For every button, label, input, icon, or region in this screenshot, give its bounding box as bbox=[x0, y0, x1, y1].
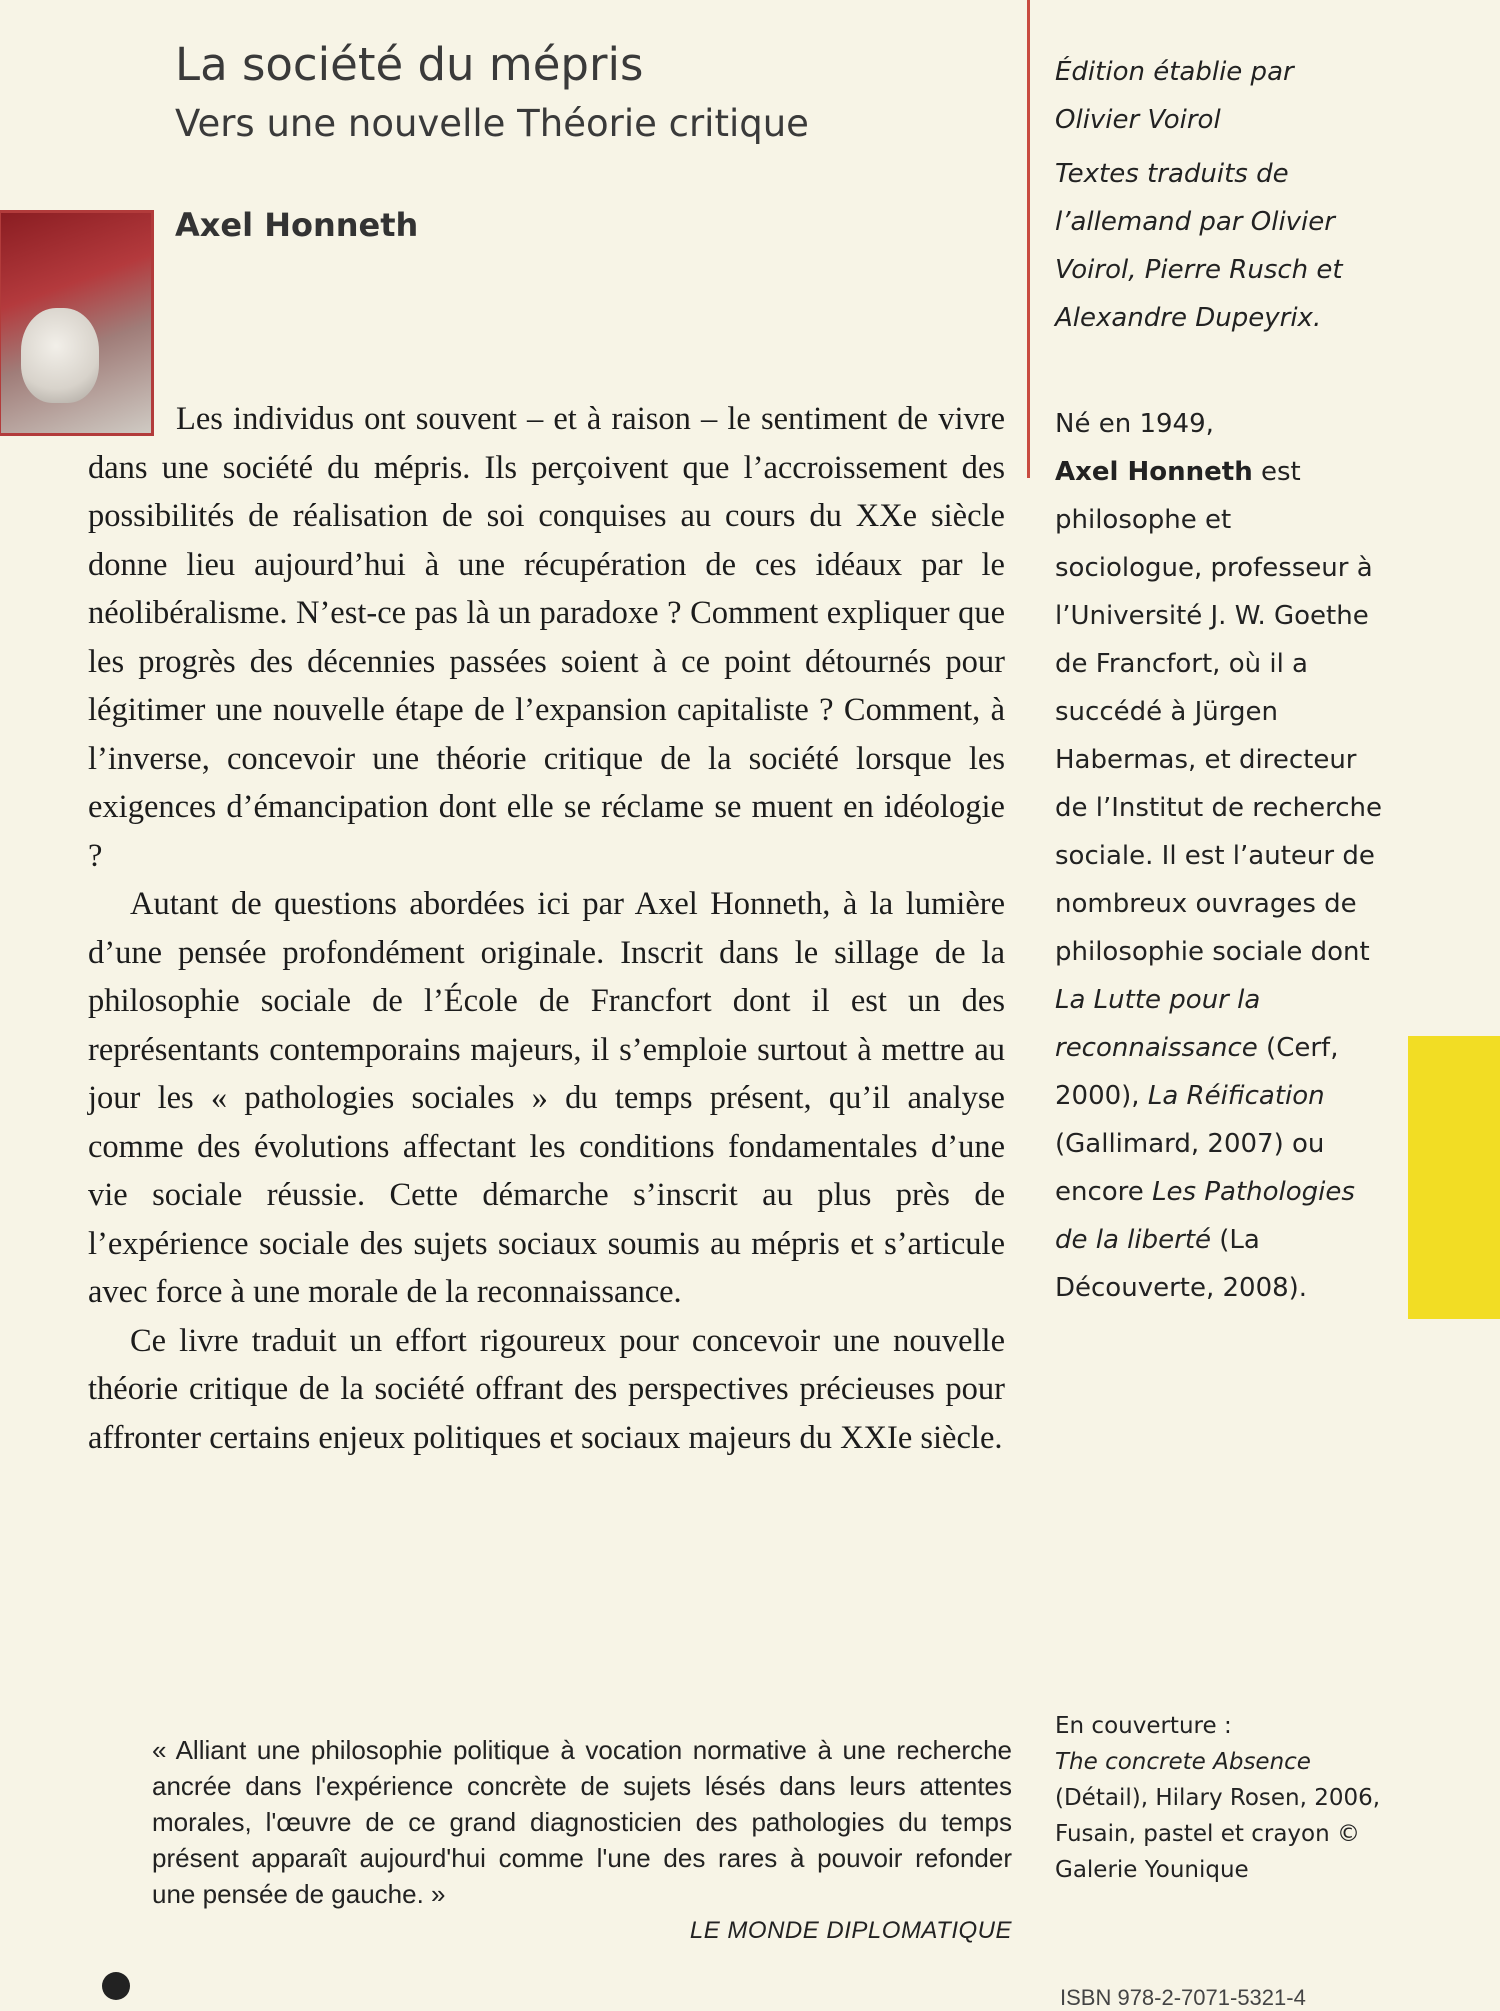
author-face bbox=[21, 308, 99, 403]
author-name: Axel Honneth bbox=[175, 206, 419, 244]
blurb bbox=[88, 395, 1005, 1462]
edition-credits bbox=[1055, 48, 1455, 342]
book-title: La société du mépris bbox=[175, 38, 644, 91]
blurb-paragraph-1: Les individus ont souvent – et à raison – le sentiment de vivre dans une société du mépris. Ils perçoivent que l’accroissement des possibilités de réalisation de soi conquises au cours du XXe siècle donne lieu aujourd’hui à une récupération de ces idéaux par le néolibéralisme. N’est-ce pas là un paradoxe ? Comment expliquer que les progrès des décennies passées soient à ce point détournés pour légitimer une nouvelle étape de l’expansion capitaliste ? Comment, à l’inverse, concevoir une théorie critique de la société lorsque les exigences d’émancipation dont elle se réclame se muent en idéologie ? bbox=[88, 401, 1005, 874]
book-subtitle: Vers une nouvelle Théorie critique bbox=[175, 102, 809, 145]
blurb-paragraph-2: Autant de questions abordées ici par Axel Honneth, à la lumière d’une pensée profondément originale. Inscrit dans le sillage de la philosophie sociale de l’École de Francfort dont il est un des représentants contemporains majeurs, il s’emploie surtout à mettre au jour les « pathologies sociales » du temps présent, qu’il analyse comme des évolutions affectant les conditions fondamentales d’une vie sociale réussie. Cette démarche s’inscrit au plus près de l’expérience sociale des sujets sociaux soumis au mépris et s’articule avec force à une morale de la reconnaissance. bbox=[88, 886, 1005, 1310]
translation-note: Textes traduits de l’allemand par Olivier Voirol, Pierre Rusch et Alexandre Dupeyrix. bbox=[1055, 159, 1343, 333]
bio-book-2: La Réification bbox=[1147, 1081, 1325, 1111]
bio-born: Né en 1949, bbox=[1055, 409, 1214, 439]
cover-title: The concrete Absence bbox=[1055, 1749, 1311, 1775]
bio-book-3-publisher: (La Découverte, 2008). bbox=[1055, 1225, 1308, 1303]
vertical-divider bbox=[1027, 0, 1030, 478]
press-quote-source: LE MONDE DIPLOMATIQUE bbox=[689, 1917, 1012, 1944]
cover-details: (Détail), Hilary Rosen, 2006, Fusain, pastel et crayon © Galerie Younique bbox=[1055, 1785, 1381, 1883]
press-quote: « Alliant une philosophie politique à vocation normative à une recherche ancrée dans l'expérience concrète de sujets lésés dans leurs attentes morales, l'œuvre de ce grand diagnosticien des pathologies du temps présent apparaît aujourd'hui comme l'une des rares à pouvoir refonder une pensée de gauche. » bbox=[152, 1735, 1012, 1909]
isbn: ISBN 978-2-7071-5321-4 bbox=[1060, 1985, 1306, 2010]
cover-credit bbox=[1055, 1708, 1385, 1888]
bio-book-1-publisher: (Cerf, 2000), bbox=[1055, 1033, 1339, 1111]
edition-note: Édition établie par Olivier Voirol bbox=[1055, 57, 1294, 135]
publisher-logo bbox=[102, 1972, 130, 2000]
yellow-band bbox=[1408, 1036, 1500, 1319]
bio-book-1: La Lutte pour la reconnaissance bbox=[1055, 985, 1261, 1063]
bio-name: Axel Honneth bbox=[1055, 457, 1253, 487]
bio-book-2-publisher: (Gallimard, 2007) ou encore bbox=[1055, 1129, 1325, 1207]
author-bio bbox=[1055, 400, 1385, 1312]
cover-label: En couverture : bbox=[1055, 1713, 1232, 1739]
bio-book-3: Les Pathologies de la liberté bbox=[1055, 1177, 1355, 1255]
blurb-paragraph-3: Ce livre traduit un effort rigoureux pour concevoir une nouvelle théorie critique de la société offrant des perspectives précieuses pour affronter certains enjeux politiques et sociaux majeurs du XXIe siècle. bbox=[88, 1322, 1005, 1456]
bio-text: est philosophe et sociologue, professeur à l’Université J. W. Goethe de Francfort, où il a succédé à Jürgen Habermas, et directeur de l’Institut de recherche sociale. Il est l’auteur de nombreux ouvrages de philosophie sociale dont bbox=[1055, 457, 1383, 967]
